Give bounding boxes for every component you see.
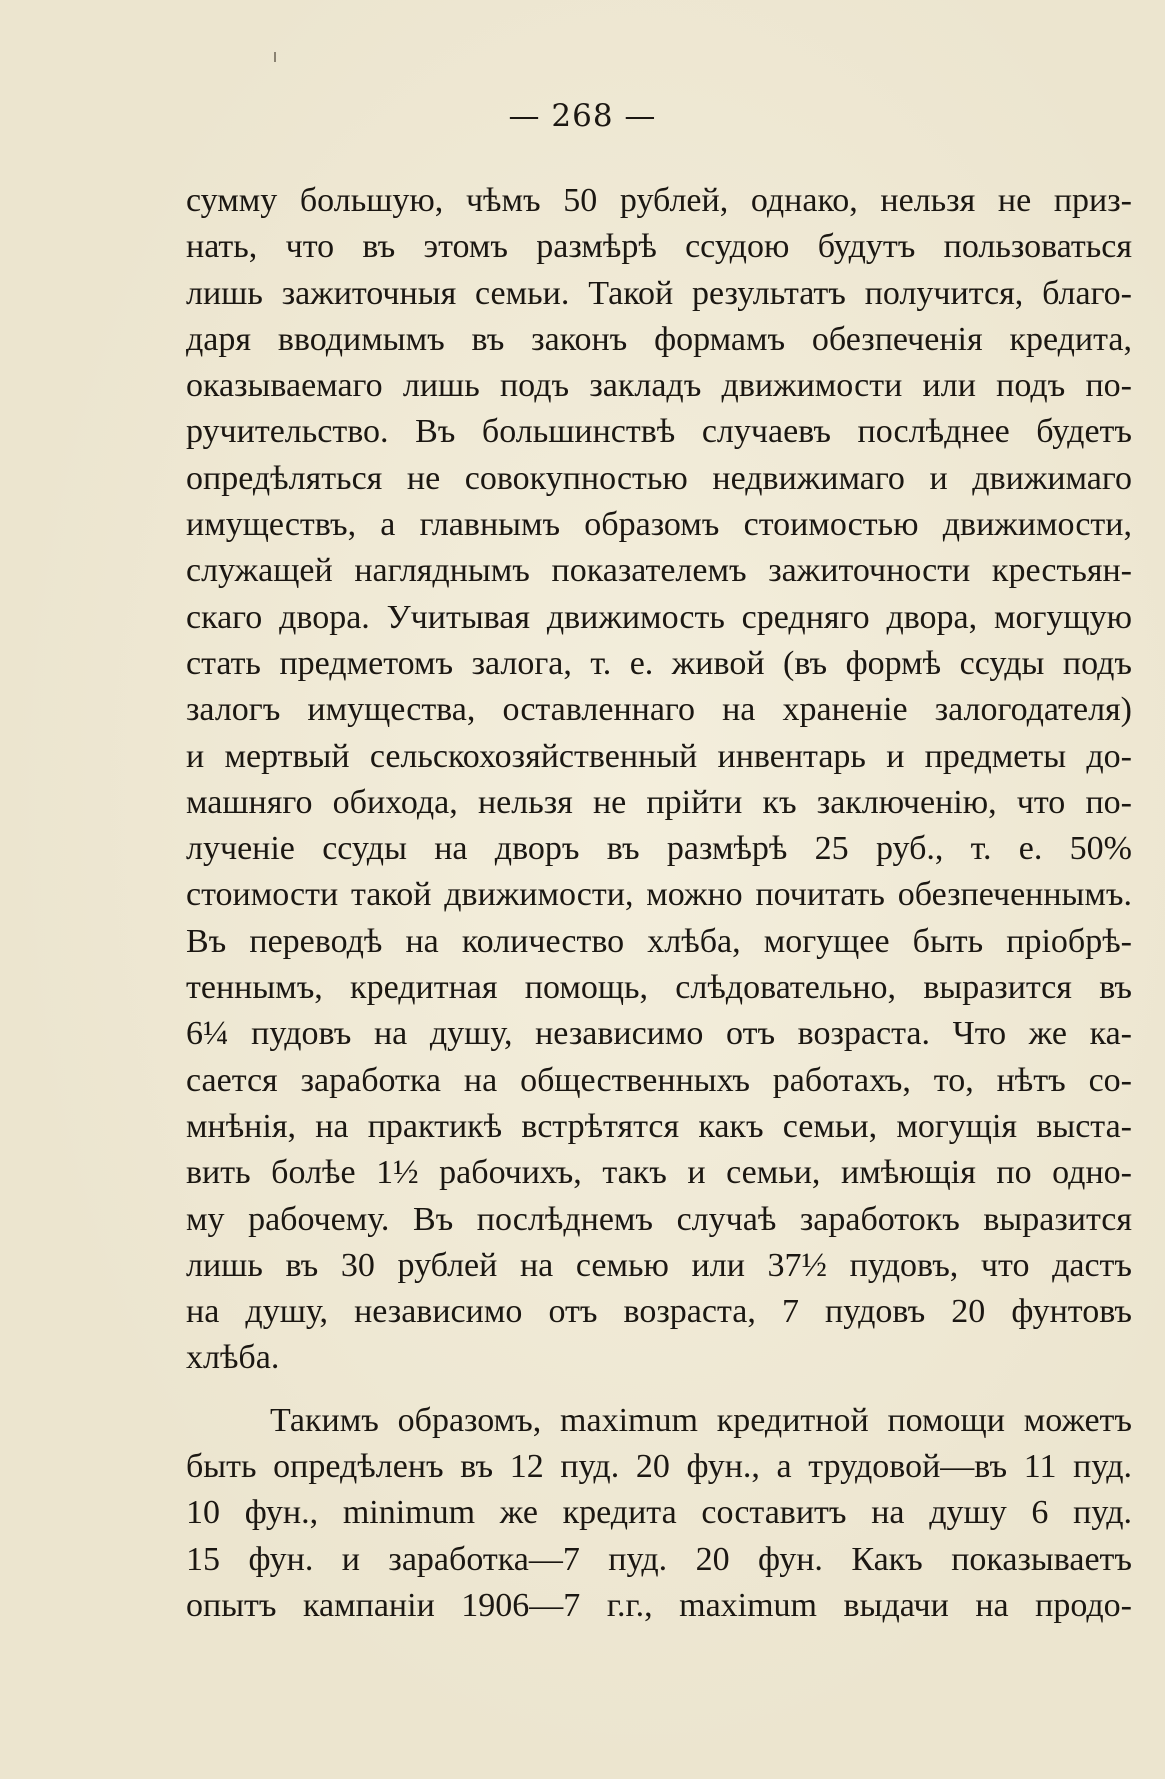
text-line: нать, что въ этомъ размѣрѣ ссудою будутъ пользоваться	[186, 228, 1132, 266]
text-line: му рабочему. Въ послѣднемъ случаѣ заработокъ выразится	[186, 1200, 1132, 1238]
stray-ink-mark	[274, 52, 276, 62]
text-line: даря вводимымъ въ законъ формамъ обезпеченія кредита,	[186, 320, 1132, 358]
text-line: опытъ кампаніи 1906—7 г.г., maximum выдачи на продо-	[186, 1586, 1132, 1624]
page-number: — 268 —	[508, 98, 657, 134]
text-line: 6¼ пудовъ на душу, независимо отъ возраста. Что же ка-	[186, 1015, 1132, 1053]
text-line: ручительство. Въ большинствѣ случаевъ послѣднее будетъ	[186, 413, 1132, 451]
text-line: теннымъ, кредитная помощь, слѣдовательно, выразится въ	[186, 969, 1132, 1007]
paragraph-2	[186, 1398, 1132, 1629]
text-line: Такимъ образомъ, maximum кредитной помощи можетъ	[270, 1401, 1132, 1439]
text-line: 10 фун., minimum же кредита составитъ на душу 6 пуд.	[186, 1494, 1132, 1532]
text-line: Въ переводѣ на количество хлѣба, могущее быть пріобрѣ-	[186, 922, 1132, 960]
text-line: залогъ имущества, оставленнаго на храненіе залогодателя)	[186, 691, 1132, 729]
text-line: стоимости такой движимости, можно почитать обезпеченнымъ.	[186, 876, 1132, 914]
text-line: лишь въ 30 рублей на семью или 37½ пудовъ, что дастъ	[186, 1246, 1132, 1284]
text-line: лишь зажиточныя семьи. Такой результатъ получится, благо-	[186, 274, 1132, 312]
text-line: сается заработка на общественныхъ работахъ, то, нѣтъ со-	[186, 1061, 1132, 1099]
text-line: на душу, независимо отъ возраста, 7 пудовъ 20 фунтовъ	[186, 1293, 1132, 1331]
text-line: стать предметомъ залога, т. е. живой (въ формѣ ссуды подъ	[186, 644, 1132, 682]
text-line: и мертвый сельскохозяйственный инвентарь и предметы до-	[186, 737, 1132, 775]
text-line: опредѣляться не совокупностью недвижимаго и движимаго	[186, 459, 1132, 497]
text-line: сумму большую, чѣмъ 50 рублей, однако, нельзя не приз-	[186, 182, 1132, 219]
paragraph-gap	[186, 1382, 1132, 1398]
text-line: скаго двора. Учитывая движимость средняго двора, могущую	[186, 598, 1132, 636]
text-line: машняго обихода, нельзя не прійти къ заключенію, что по-	[186, 783, 1132, 821]
text-line: служащей нагляднымъ показателемъ зажиточности крестьян-	[186, 552, 1132, 590]
text-line: лученіе ссуды на дворъ въ размѣрѣ 25 руб., т. е. 50%	[186, 830, 1132, 868]
paragraph-1	[186, 178, 1132, 1382]
text-line: вить болѣе 1½ рабочихъ, такъ и семьи, имѣющія по одно-	[186, 1154, 1132, 1192]
text-line: оказываемаго лишь подъ закладъ движимости или подъ по-	[186, 367, 1132, 405]
body-text	[186, 178, 1132, 1629]
text-line: быть опредѣленъ въ 12 пуд. 20 фун., а трудовой—въ 11 пуд.	[186, 1448, 1132, 1486]
text-line: хлѣба.	[186, 1339, 280, 1377]
text-line: мнѣнія, на практикѣ встрѣтятся какъ семьи, могущія выста-	[186, 1107, 1132, 1145]
text-line: 15 фун. и заработка—7 пуд. 20 фун. Какъ показываетъ	[186, 1540, 1132, 1578]
text-line: имуществъ, а главнымъ образомъ стоимостью движимости,	[186, 506, 1132, 544]
